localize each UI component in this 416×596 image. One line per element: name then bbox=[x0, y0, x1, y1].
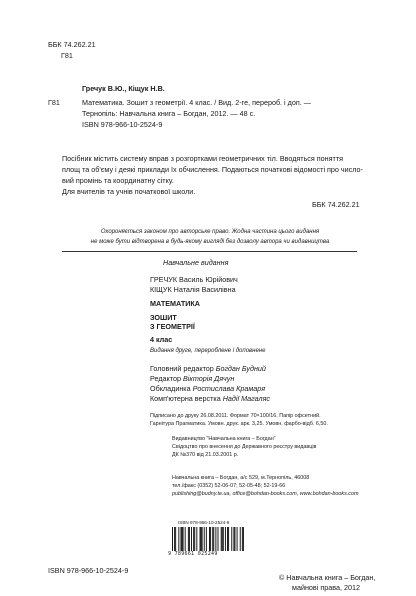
catalog-line-2: Тернопіль: Навчальна книга – Богдан, 2012. — 48 с. bbox=[82, 109, 256, 118]
book-subtitle-2: З ГЕОМЕТРІЇ bbox=[150, 322, 195, 331]
bbk-index-top: ББК 74.262.21 bbox=[48, 40, 96, 49]
barcode-bar bbox=[225, 527, 226, 551]
barcode-bar bbox=[194, 527, 195, 551]
credit-name: Богдан Будний bbox=[215, 364, 266, 373]
publisher-line-3: ДК №370 від 21.03.2001 р. bbox=[172, 452, 239, 458]
credit-role: Комп'ютерна верстка bbox=[150, 394, 221, 403]
barcode-bar bbox=[213, 527, 214, 551]
annotation-line-3: вий промінь та координатну сітку. bbox=[62, 176, 174, 185]
barcode-bar bbox=[221, 527, 222, 551]
bbk-index-annotation: ББК 74.262.21 bbox=[312, 200, 360, 209]
credit-chief-editor bbox=[150, 364, 266, 373]
barcode-bar bbox=[185, 527, 186, 551]
barcode-bar bbox=[243, 527, 244, 551]
barcode-bar bbox=[234, 527, 235, 551]
barcode-bar bbox=[175, 527, 176, 551]
book-title: МАТЕМАТИКА bbox=[150, 299, 200, 308]
barcode-isbn-label: ISBN 978-966-10-2524-9 bbox=[178, 520, 230, 525]
barcode-bar bbox=[188, 527, 189, 551]
credit-name: Вікторія Дячун bbox=[182, 374, 235, 383]
publisher-line-2: Свідоцтво про внесення до Державного реєстру видавців bbox=[172, 444, 317, 450]
barcode-bar bbox=[227, 527, 228, 551]
credit-cover bbox=[150, 384, 265, 393]
barcode-bar bbox=[180, 527, 181, 551]
barcode-bar bbox=[240, 527, 241, 551]
barcode-bar bbox=[222, 527, 223, 551]
catalog-line-1: Математика. Зошит з геометрії. 4 клас. / Вид. 2-ге, перероб. і доп. — bbox=[82, 98, 311, 107]
edition-note: Видання друге, перероблене і доповнене bbox=[150, 348, 266, 354]
barcode-bar bbox=[231, 527, 232, 551]
author-1: ГРЕЧУК Василь Юрійович bbox=[150, 275, 238, 284]
book-subtitle-1: ЗОШИТ bbox=[150, 313, 177, 322]
barcode-bar bbox=[228, 527, 229, 551]
footer-copyright-line-2: майнові права, 2012 bbox=[292, 583, 360, 592]
print-info-line-1: Підписано до друку 26.08.2011. Формат 70×100/16. Папір офсетний. bbox=[150, 413, 321, 419]
footer-isbn: ISBN 978-966-10-2524-9 bbox=[48, 566, 129, 575]
catalog-isbn: ISBN 978-966-10-2524-9 bbox=[82, 120, 163, 129]
footer-copyright-line-1: © Навчальна книга – Богдан, bbox=[279, 573, 376, 582]
credit-layout bbox=[150, 394, 270, 403]
barcode-bar bbox=[201, 527, 202, 551]
barcode-bar bbox=[200, 527, 201, 551]
divider-line bbox=[62, 251, 357, 252]
catalog-code: Г81 bbox=[48, 98, 60, 107]
contacts-line-1: Навчальна книга – Богдан, а/с 529, м.Тернопіль, 46008 bbox=[172, 475, 310, 481]
barcode-bar bbox=[182, 527, 183, 551]
barcode-bar bbox=[209, 527, 210, 551]
barcode-bar bbox=[174, 527, 175, 551]
annotation-line-4: Для вчителів та учнів початкової школи. bbox=[62, 187, 196, 196]
annotation-line-1: Посібник містить систему вправ з розгортками геометричних тіл. Вводяться поняття bbox=[62, 154, 344, 163]
grade: 4 клас bbox=[150, 335, 173, 344]
barcode-bar bbox=[172, 527, 173, 551]
barcode-bar bbox=[206, 527, 207, 551]
author-mark-top: Г81 bbox=[61, 51, 73, 60]
barcode-bar bbox=[204, 527, 205, 551]
print-info-line-2: Гарнітура Прагматика. Умовн. друк. арк. 3,25. Умовн. фарбо-відб. 6,50. bbox=[150, 421, 328, 427]
edition-type: Навчальне видання bbox=[163, 258, 229, 267]
barcode-bar bbox=[178, 527, 179, 551]
barcode-bar bbox=[193, 527, 194, 551]
credit-editor bbox=[150, 374, 234, 383]
barcode-bar bbox=[215, 527, 216, 551]
barcode-bar bbox=[212, 527, 213, 551]
barcode-bar bbox=[196, 527, 197, 551]
credit-name: Надії Магаляс bbox=[222, 394, 271, 403]
barcode-bar bbox=[218, 527, 219, 551]
copyright-notice-line-1: Охороняється законом про авторське право. Жодна частина цього видання bbox=[100, 229, 320, 235]
barcode-bar bbox=[237, 527, 238, 551]
barcode-bar bbox=[183, 527, 184, 551]
barcode-bars bbox=[172, 527, 244, 551]
contacts-line-3: publishing@budny.te.ua, office@bohdan-books.com, www.bohdan-books.com bbox=[172, 491, 359, 497]
credit-name: Ростислава Крамаря bbox=[192, 384, 266, 393]
barcode-bar bbox=[210, 527, 211, 551]
barcode-bar bbox=[202, 527, 203, 551]
barcode-bar bbox=[223, 527, 224, 551]
barcode-bar bbox=[233, 527, 234, 551]
contacts-line-2: тел./факс (0352) 52-06-07; 52-05-48; 52-19-66 bbox=[172, 483, 286, 489]
barcode-image bbox=[172, 527, 244, 551]
credit-role: Головний редактор bbox=[150, 364, 214, 373]
credit-role: Обкладинка bbox=[150, 384, 191, 393]
barcode-bar bbox=[191, 527, 192, 551]
author-2: КІЩУК Наталія Василівна bbox=[150, 285, 236, 294]
credit-role: Редактор bbox=[150, 374, 181, 383]
copyright-notice-line-2: не може бути відтворена в будь-якому вигляді без дозволу автора чи видавництва bbox=[90, 239, 330, 245]
barcode-digits: 9 789661 025249 bbox=[168, 551, 218, 557]
barcode-bar bbox=[189, 527, 190, 551]
catalog-authors: Гречук В.Ю., Кіщук Н.В. bbox=[82, 84, 165, 93]
barcode-bar bbox=[242, 527, 243, 551]
publisher-line-1: Видавництво "Навчальна книга – Богдан" bbox=[172, 436, 276, 442]
annotation-line-2: площ та об'єму і деякі приклади їх обчислення. Подаються початкові відомості про число- bbox=[62, 165, 363, 174]
